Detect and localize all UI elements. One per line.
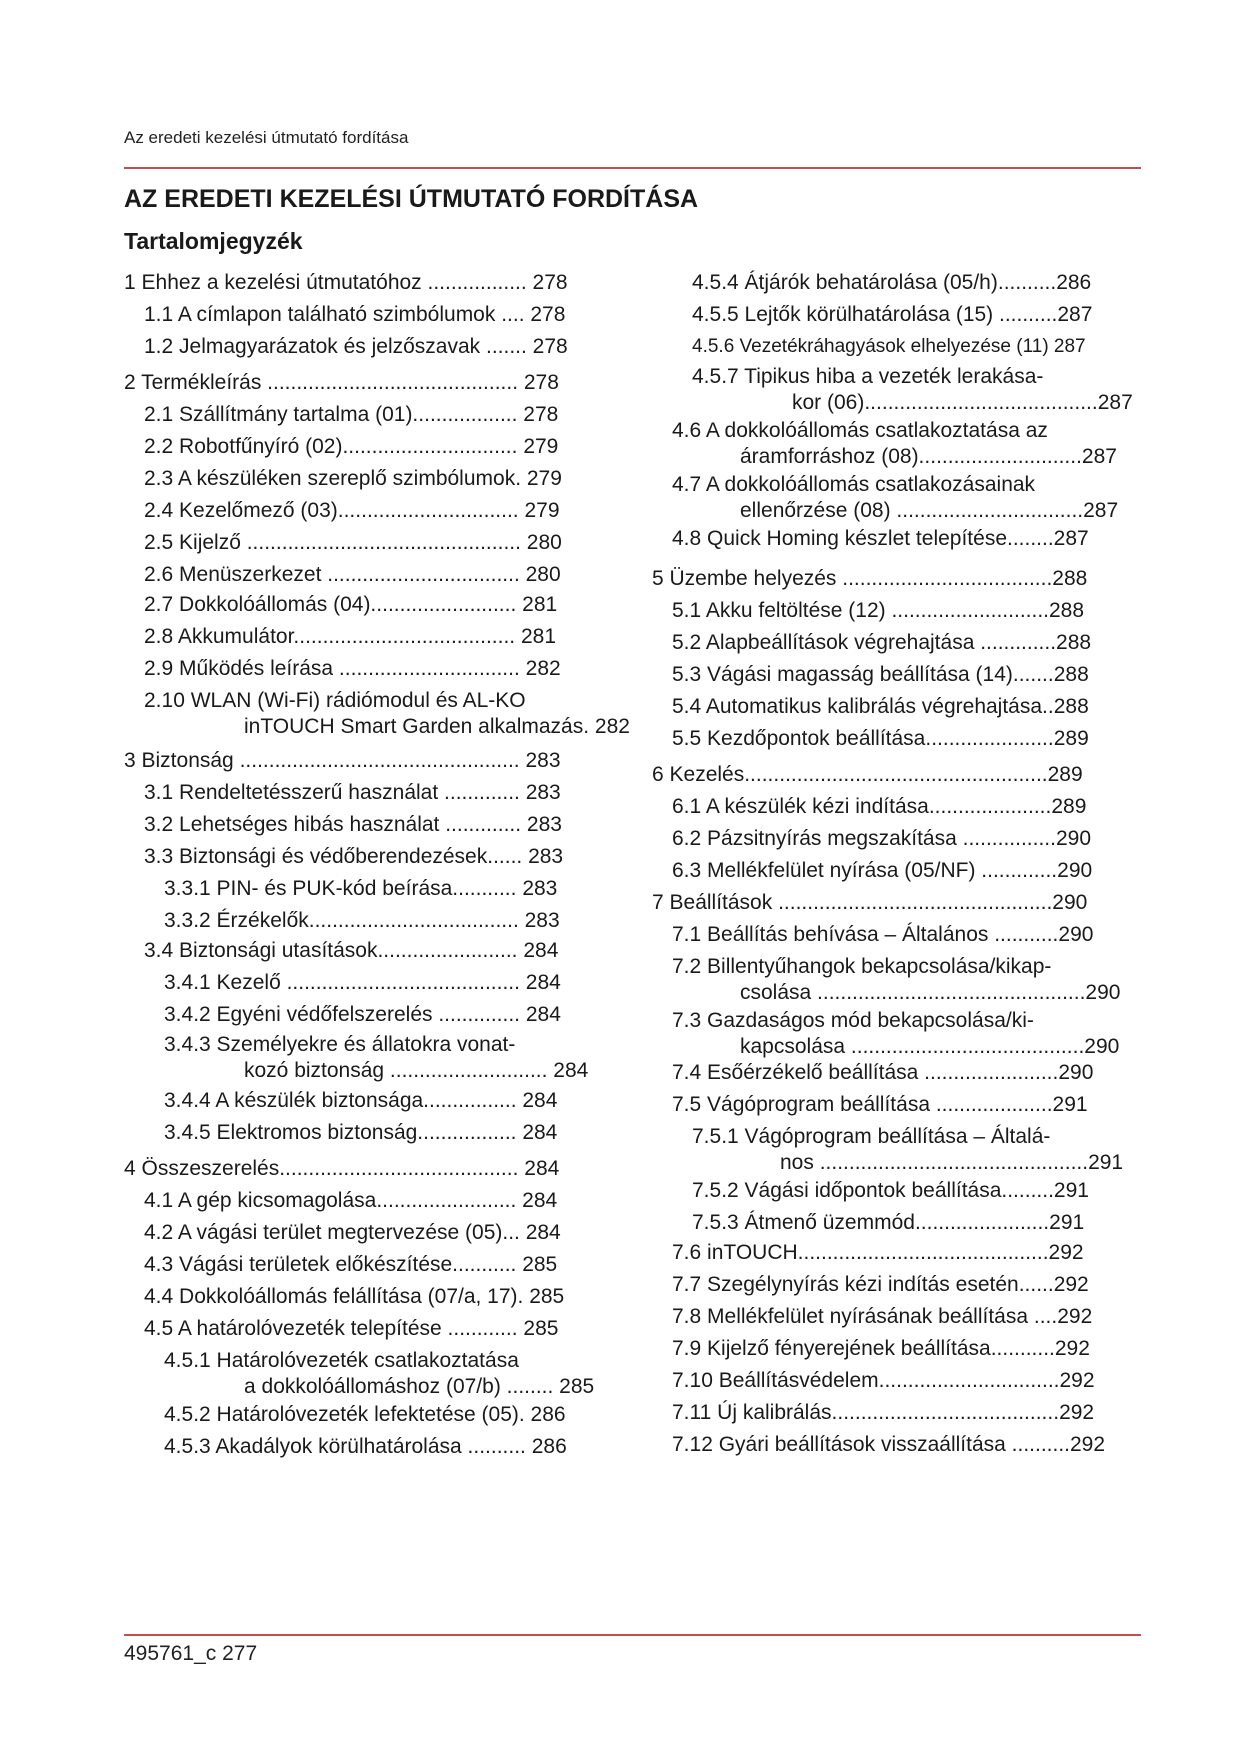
right-toc-entry (672, 954, 1120, 1006)
right-toc-entry (672, 1008, 1119, 1060)
toc-entry-continuation: kor (06)........................................287 (792, 391, 1133, 414)
left-toc-entry (144, 402, 558, 428)
toc-entry-continuation: kapcsolása ........................................290 (740, 1035, 1120, 1058)
toc-entry-line: 4.5.3 Akadályok körülhatárolása .......... 286 (164, 1435, 567, 1458)
toc-entry-line: 4 Összeszerelés......................................... 284 (124, 1157, 560, 1180)
left-toc-entry (124, 370, 559, 396)
toc-entry-line: 3.4.2 Egyéni védőfelszerelés .............. 284 (164, 1003, 561, 1026)
toc-entry-line: 5 Üzembe helyezés ....................................288 (652, 567, 1088, 590)
toc-entry-line: 7.3 Gazdaságos mód bekapcsolása/ki- (672, 1009, 1034, 1032)
toc-entry-line: 4.7 A dokkolóállomás csatlakozásainak (672, 473, 1036, 496)
toc-entry-line: 7.5 Vágóprogram beállítása ....................291 (672, 1093, 1088, 1116)
left-toc-entry (124, 270, 568, 296)
toc-entry-line: 7.11 Új kalibrálás.......................................292 (672, 1401, 1095, 1424)
toc-entry-line: 1 Ehhez a kezelési útmutatóhoz ................. 278 (124, 271, 568, 294)
right-toc-entry (672, 1272, 1089, 1298)
toc-entry-line: 3.1 Rendeltetésszerű használat ............. 283 (144, 781, 561, 804)
toc-entry-line: 6.3 Mellékfelület nyírása (05/NF) .............290 (672, 859, 1093, 882)
toc-entry-line: 3.3 Biztonsági és védőberendezések...... 283 (144, 845, 564, 868)
toc-entry-line: 7.7 Szegélynyírás kézi indítás esetén......292 (672, 1273, 1089, 1296)
toc-entry-line: 7.8 Mellékfelület nyírásának beállítása ....292 (672, 1305, 1093, 1328)
right-toc-entry (672, 418, 1117, 470)
toc-entry-line: 3.3.2 Érzékelők.................................... 283 (164, 909, 560, 932)
right-toc-entry (672, 794, 1086, 820)
toc-entry-line: 2.9 Működés leírása ............................... 282 (144, 657, 561, 680)
toc-entry-line: 7.1 Beállítás behívása – Általános ...........290 (672, 923, 1094, 946)
toc-entry-line: 3 Biztonság ................................................ 283 (124, 749, 561, 772)
right-toc-entry (692, 302, 1092, 328)
right-toc-entry (652, 566, 1087, 592)
toc-entry-line: 5.3 Vágási magasság beállítása (14).......288 (672, 663, 1089, 686)
left-toc-entry (164, 1002, 561, 1028)
toc-heading: Tartalomjegyzék (124, 228, 303, 254)
left-toc-entry (164, 1402, 566, 1428)
left-toc-entry (144, 1252, 557, 1278)
toc-entry-line: 7.9 Kijelző fényerejének beállítása...........292 (672, 1337, 1090, 1360)
toc-entry-continuation: kozó biztonság ........................... 284 (244, 1059, 589, 1082)
right-toc-entry (672, 1092, 1088, 1118)
right-toc-entry (652, 890, 1087, 916)
toc-entry-line: 3.2 Lehetséges hibás használat ............. 283 (144, 813, 562, 836)
left-toc-entry (144, 780, 561, 806)
page-title: AZ EREDETI KEZELÉSI ÚTMUTATÓ FORDÍTÁSA (124, 185, 699, 213)
toc-entry-line: 4.5 A határolóvezeték telepítése ............ 285 (144, 1317, 559, 1340)
left-toc-entry (164, 1434, 567, 1460)
toc-entry-line: 4.4 Dokkolóállomás felállítása (07/a, 17). 285 (144, 1285, 565, 1308)
left-toc-entry (144, 688, 630, 740)
toc-entry-continuation: nos ..............................................291 (780, 1151, 1124, 1174)
toc-entry-continuation: ellenőrzése (08) ................................287 (740, 499, 1119, 522)
left-toc-entry (144, 656, 561, 682)
toc-entry-line: 2 Termékleírás ........................................... 278 (124, 371, 559, 394)
header-divider (124, 167, 1141, 169)
toc-entry-continuation: a dokkolóállomáshoz (07/b) ........ 285 (244, 1375, 595, 1398)
toc-entry-line: 7.10 Beállításvédelem...............................292 (672, 1369, 1095, 1392)
toc-entry-line: 6.1 A készülék kézi indítása.....................289 (672, 795, 1087, 818)
toc-entry-line: 3.4.4 A készülék biztonsága................ 284 (164, 1089, 558, 1112)
toc-entry-line: 7.12 Gyári beállítások visszaállítása ..........292 (672, 1433, 1106, 1456)
toc-entry-line: 4.5.7 Tipikus hiba a vezeték lerakása- (692, 365, 1044, 388)
right-toc-entry (672, 726, 1089, 752)
right-toc-entry (672, 1060, 1093, 1086)
toc-entry-line: 2.8 Akkumulátor...................................... 281 (144, 625, 557, 648)
toc-entry-line: 4.3 Vágási területek előkészítése........... 285 (144, 1253, 558, 1276)
left-toc-entry (164, 1088, 557, 1114)
running-header: Az eredeti kezelési útmutató fordítása (124, 128, 409, 147)
footer-divider (124, 1634, 1141, 1636)
right-toc-entry (692, 364, 1133, 416)
toc-entry-line: 4.6 A dokkolóállomás csatlakoztatása az (672, 419, 1048, 442)
left-toc-entry (144, 434, 558, 460)
right-toc-entry (692, 1178, 1089, 1204)
left-toc-entry (124, 748, 561, 774)
right-toc-entry (672, 598, 1084, 624)
right-toc-entry (652, 762, 1083, 788)
left-toc-entry (144, 498, 560, 524)
left-toc-entry (144, 812, 562, 838)
toc-entry-line: 2.2 Robotfűnyíró (02).............................. 279 (144, 435, 559, 458)
right-toc-entry (672, 826, 1091, 852)
toc-entry-line: 7 Beállítások ...............................................290 (652, 891, 1088, 914)
left-toc-entry (164, 1348, 594, 1400)
left-toc-entry (164, 1032, 588, 1084)
right-toc-entry (692, 334, 1086, 360)
toc-entry-line: 4.5.2 Határolóvezeték lefektetése (05). 286 (164, 1403, 566, 1426)
toc-entry-line: 7.5.1 Vágóprogram beállítása – Általá- (692, 1125, 1051, 1148)
toc-entry-line: 3.4.3 Személyekre és állatokra vonat- (164, 1033, 516, 1056)
left-toc-entry (144, 1284, 564, 1310)
left-toc-entry (124, 1156, 559, 1182)
toc-entry-line: 7.5.2 Vágási időpontok beállítása.........291 (692, 1179, 1089, 1202)
right-toc-entry (672, 472, 1118, 524)
toc-entry-line: 7.4 Esőérzékelő beállítása .......................290 (672, 1061, 1094, 1084)
toc-entry-line: 4.5.6 Vezetékráhagyások elhelyezése (11) 287 (692, 336, 1086, 357)
toc-entry-line: 2.10 WLAN (Wi-Fi) rádiómodul és AL-KO (144, 689, 526, 712)
left-toc-entry (144, 938, 558, 964)
right-toc-entry (692, 270, 1091, 296)
toc-entry-line: 7.5.3 Átmenő üzemmód.......................291 (692, 1211, 1085, 1234)
toc-entry-continuation: inTOUCH Smart Garden alkalmazás. 282 (244, 715, 630, 738)
left-toc-entry (164, 970, 561, 996)
toc-entry-continuation: csolása ..............................................290 (740, 981, 1121, 1004)
left-toc-entry (144, 466, 562, 492)
toc-entry-line: 2.4 Kezelőmező (03)............................... 279 (144, 499, 560, 522)
left-toc-entry (144, 334, 568, 360)
right-toc-entry (672, 922, 1093, 948)
right-toc-entry (672, 1432, 1105, 1458)
toc-entry-line: 6.2 Pázsitnyírás megszakítása ................290 (672, 827, 1092, 850)
left-toc-entry (164, 1120, 557, 1146)
toc-entry-line: 5.5 Kezdőpontok beállítása......................289 (672, 727, 1089, 750)
left-toc-entry (164, 908, 560, 934)
right-toc-entry (672, 630, 1091, 656)
page-footer: 495761_c 277 (124, 1642, 258, 1665)
toc-entry-line: 4.5.4 Átjárók behatárolása (05/h)..........286 (692, 271, 1092, 294)
left-toc-entry (144, 1220, 561, 1246)
toc-entry-line: 1.1 A címlapon található szimbólumok .... 278 (144, 303, 566, 326)
left-toc-entry (144, 530, 562, 556)
right-toc-entry (692, 1124, 1123, 1176)
left-toc-entry (144, 1316, 558, 1342)
right-toc-entry (672, 526, 1089, 552)
toc-entry-line: 3.3.1 PIN- és PUK-kód beírása........... 283 (164, 877, 558, 900)
right-toc-entry (672, 1368, 1095, 1394)
toc-entry-line: 5.2 Alapbeállítások végrehajtása .............288 (672, 631, 1092, 654)
right-toc-entry (672, 1400, 1094, 1426)
left-toc-entry (144, 302, 565, 328)
toc-entry-line: 1.2 Jelmagyarázatok és jelzőszavak ....... 278 (144, 335, 568, 358)
toc-entry-line: 6 Kezelés....................................................289 (652, 763, 1083, 786)
toc-entry-line: 4.1 A gép kicsomagolása........................ 284 (144, 1189, 558, 1212)
toc-entry-line: 4.5.5 Lejtők körülhatárolása (15) ..........287 (692, 303, 1093, 326)
toc-entry-line: 4.5.1 Határolóvezeték csatlakoztatása (164, 1349, 519, 1372)
right-toc-entry (672, 662, 1089, 688)
toc-entry-line: 3.4.1 Kezelő ........................................ 284 (164, 971, 561, 994)
toc-entry-line: 7.6 inTOUCH...........................................292 (672, 1241, 1084, 1264)
toc-entry-line: 2.5 Kijelző ............................................... 280 (144, 531, 562, 554)
left-toc-entry (144, 844, 563, 870)
left-toc-entry (144, 1188, 557, 1214)
toc-entry-line: 4.8 Quick Homing készlet telepítése........287 (672, 527, 1089, 550)
right-toc-entry (672, 1336, 1090, 1362)
toc-entry-line: 4.2 A vágási terület megtervezése (05)... 284 (144, 1221, 561, 1244)
right-toc-entry (672, 1240, 1084, 1266)
toc-entry-line: 5.1 Akku feltöltése (12) ...........................288 (672, 599, 1085, 622)
toc-entry-line: 5.4 Automatikus kalibrálás végrehajtása..288 (672, 695, 1089, 718)
toc-entry-line: 7.2 Billentyűhangok bekapcsolása/kikap- (672, 955, 1052, 978)
toc-entry-line: 2.6 Menüszerkezet ................................. 280 (144, 563, 561, 586)
toc-entry-line: 2.7 Dokkolóállomás (04)......................... 281 (144, 593, 558, 616)
left-toc-entry (164, 876, 557, 902)
toc-entry-continuation: áramforráshoz (08)............................287 (740, 445, 1117, 468)
right-toc-entry (672, 1304, 1092, 1330)
toc-entry-line: 3.4 Biztonsági utasítások........................ 284 (144, 939, 559, 962)
toc-entry-line: 3.4.5 Elektromos biztonság................. 284 (164, 1121, 558, 1144)
right-toc-entry (672, 858, 1092, 884)
right-toc-entry (692, 1210, 1084, 1236)
toc-entry-line: 2.1 Szállítmány tartalma (01).................. 278 (144, 403, 559, 426)
left-toc-entry (144, 592, 557, 618)
right-toc-entry (672, 694, 1089, 720)
left-toc-entry (144, 562, 561, 588)
left-toc-entry (144, 624, 556, 650)
toc-entry-line: 2.3 A készüléken szereplő szimbólumok. 279 (144, 467, 562, 490)
